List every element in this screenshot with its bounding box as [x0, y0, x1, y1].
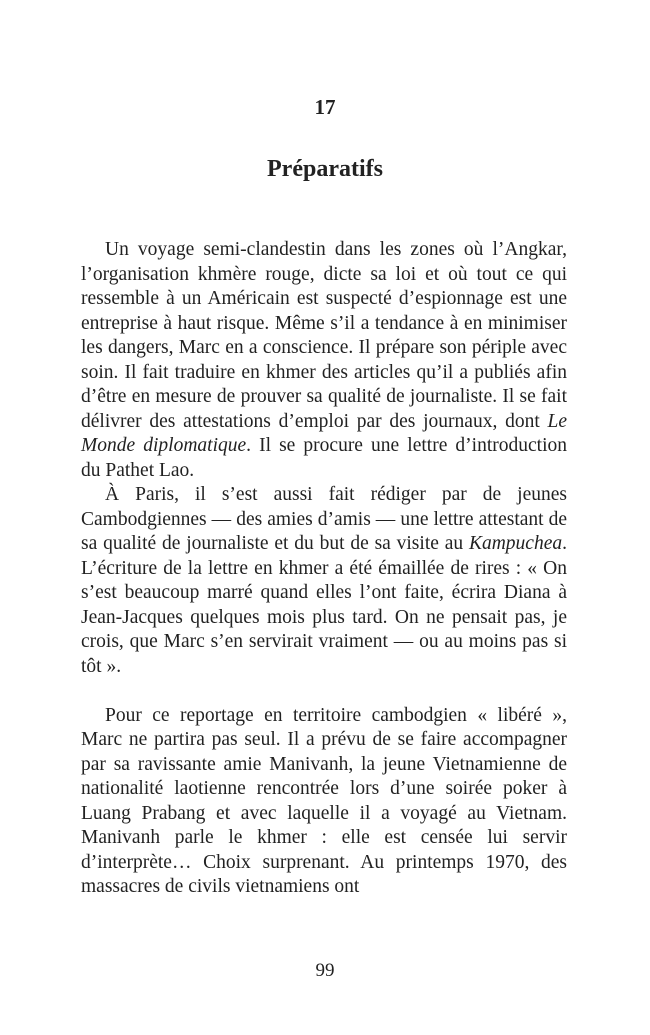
paragraph [81, 238, 567, 483]
text-segment: À Paris, il s’est aussi fait rédiger par de jeunes Cambodgiennes — des amies d’amis — une lettre attestant de sa qualité de journaliste et du but de sa visite au [81, 484, 567, 554]
text-segment: Un voyage semi-clandestin dans les zones où l’Angkar, l’organisation khmère rouge, dicte sa loi et où tout ce qui ressemble à un Américain est suspecté d’espionnage est une entreprise à haut risque. Même s’il a tendance à en minimiser les dangers, Marc en a conscience. Il prépare son périple avec soin. Il fait traduire en khmer des articles qu’il a publiés afin d’être en mesure de prouver sa qualité de journaliste. Il se fait délivrer des attestations d’emploi par des journaux, dont [81, 239, 567, 432]
paragraph [81, 704, 567, 900]
paragraph [81, 483, 567, 679]
body-text [81, 238, 567, 900]
text-segment: Pour ce reportage en territoire cambodgien « libéré », Marc ne partira pas seul. Il a prévu de se faire accompagner par sa ravissante amie Manivanh, la jeune Vietnamienne de nationalité laotienne rencontrée lors d’une soirée poker à Luang Prabang et avec laquelle il a voyagé au Vietnam. Manivanh parle le khmer : elle est censée lui servir d’interprète… Choix surprenant. Au printemps 1970, des massacres de civils vietnamiens ont [81, 704, 567, 897]
text-segment: . L’écriture de la lettre en khmer a été émaillée de rires : « On s’est beaucoup marré quand elles l’ont faite, écrira Diana à Jean-Jacques quelques mois plus tard. On ne pensait pas, je crois, que Marc s’en servirait vraiment — ou au moins pas si tôt ». [81, 533, 567, 677]
chapter-number: 17 [314, 95, 336, 119]
text-segment: . Il se procure une lettre d’introduction du Pathet Lao. [81, 435, 567, 481]
publication-title: Le Monde diplomatique [81, 410, 567, 456]
place-name: Kampuchea [468, 533, 563, 554]
page-number: 99 [315, 960, 335, 981]
chapter-title: Préparatifs [267, 156, 383, 182]
